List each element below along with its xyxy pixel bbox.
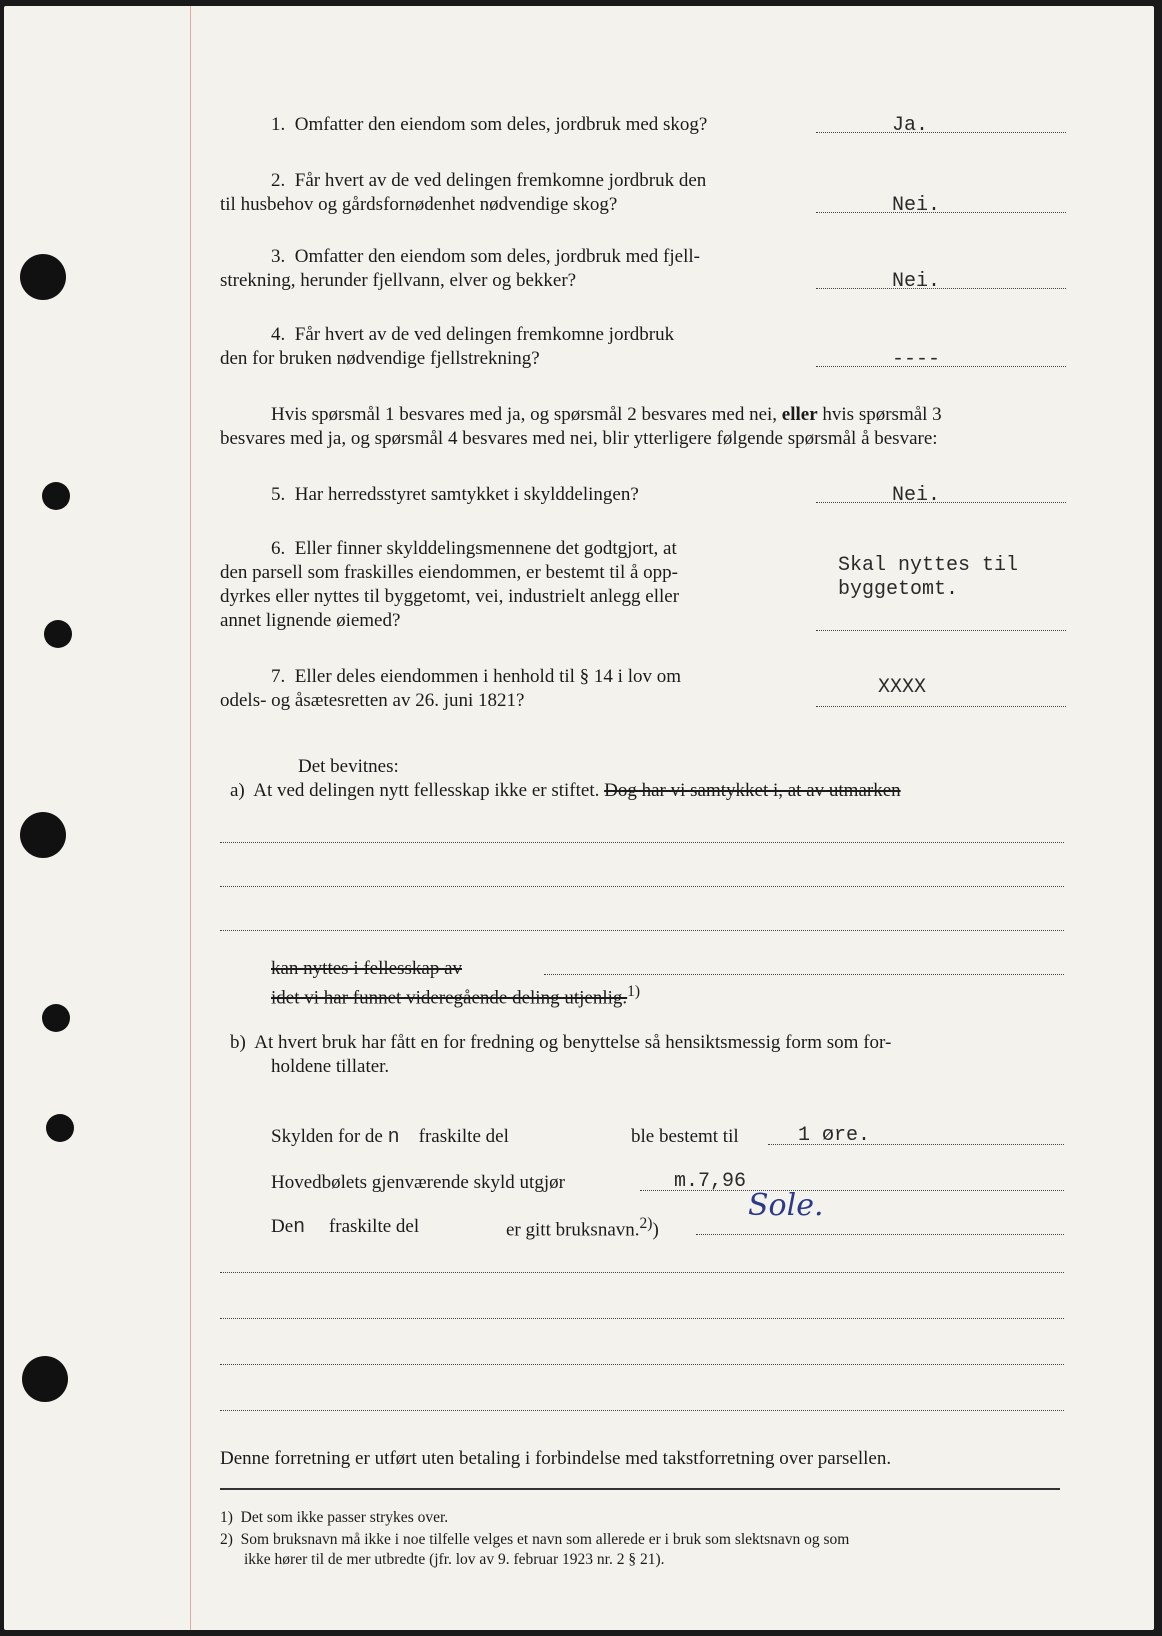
attestation-a-text: At ved delingen nytt fellesskap ikke er stiftet.	[253, 780, 600, 801]
answer-line	[816, 132, 1066, 133]
footnote-2-line2: ikke hører til de mer utbredte (jfr. lov av 9. februar 1923 nr. 2 § 21).	[244, 1551, 665, 1568]
answer-q3: Nei.	[892, 270, 941, 293]
question-text: Får hvert av de ved delingen fremkomne jordbruk	[294, 324, 675, 345]
bruksnavn-line	[271, 1214, 419, 1240]
question-2-line1	[271, 168, 706, 193]
question-4-line2: den for bruken nødvendige fjellstrekning?	[220, 348, 540, 369]
answer-line	[816, 502, 1066, 503]
form-label: er gitt bruksnavn.	[506, 1219, 640, 1241]
skyld-line	[271, 1124, 509, 1150]
question-number: 4.	[271, 324, 286, 345]
hovedbol-line: Hovedbølets gjenværende skyld utgjør	[271, 1172, 565, 1193]
footnote-mark: 2)	[220, 1531, 233, 1548]
blank-line	[544, 974, 1064, 975]
footnote-mark: 1)	[220, 1509, 233, 1526]
form-label: fraskilte del	[418, 1126, 509, 1147]
question-3-line2: strekning, herunder fjellvann, elver og bekker?	[220, 270, 577, 291]
answer-q1: Ja.	[892, 114, 929, 137]
answer-line	[696, 1234, 1064, 1235]
punch-hole	[44, 620, 72, 648]
answer-q2: Nei.	[892, 194, 941, 217]
closing-statement: Denne forretning er utført uten betaling i forbindelse med takstforretning over parsellen.	[220, 1448, 892, 1469]
condition-text: Hvis spørsmål 1 besvares med ja, og spørsmål 2 besvares med nei,	[271, 404, 778, 425]
footnote-ref: 2)	[639, 1215, 653, 1232]
question-text: Får hvert av de ved delingen fremkomne jordbruk den	[294, 170, 707, 191]
attestation-b-text: At hvert bruk har fått en for fredning og benyttelse så hensiktsmessig form som for-	[254, 1032, 892, 1053]
item-label: b)	[230, 1032, 246, 1053]
question-text: Omfatter den eiendom som deles, jordbruk med fjell-	[294, 246, 700, 267]
attestation-b-line2: holdene tillater.	[271, 1056, 390, 1077]
skyld-value: 1 øre.	[798, 1124, 871, 1147]
handwritten-bruksnavn: Sole.	[748, 1188, 824, 1223]
question-7-line1	[271, 664, 681, 689]
condition-emphasis: eller	[781, 404, 818, 425]
skyld-suffix: ble bestemt til	[631, 1126, 739, 1147]
blank-line	[220, 886, 1064, 887]
punch-hole	[20, 812, 66, 858]
struck-line-2	[271, 982, 640, 1010]
question-2-line2: til husbehov og gårdsfornødenhet nødvendige skog?	[220, 194, 618, 215]
answer-q7: XXXX	[878, 676, 927, 699]
answer-q4: ----	[892, 348, 941, 371]
footnote-ref: 1)	[627, 983, 641, 1000]
blank-line	[220, 842, 1064, 843]
blank-line	[220, 1364, 1064, 1365]
attestation-a	[230, 778, 901, 803]
margin-line	[190, 6, 191, 1630]
document-page	[4, 6, 1154, 1630]
punch-hole	[42, 482, 70, 510]
struck-line-1: kan nyttes i fellesskap av	[271, 958, 463, 979]
answer-q5: Nei.	[892, 484, 941, 507]
blank-line	[220, 1272, 1064, 1273]
punch-hole	[22, 1356, 68, 1402]
question-6-line2: den parsell som fraskilles eiendommen, er bestemt til å opp-	[220, 562, 678, 583]
condition-text: hvis spørsmål 3	[822, 404, 942, 425]
answer-line	[816, 630, 1066, 631]
question-4-line1	[271, 322, 674, 347]
question-number: 1.	[271, 114, 286, 135]
question-number: 3.	[271, 246, 286, 267]
question-number: 6.	[271, 538, 286, 559]
question-text: Eller deles eiendommen i henhold til § 14 i lov om	[294, 666, 682, 687]
answer-line	[816, 706, 1066, 707]
punch-hole	[42, 1004, 70, 1032]
condition-line1	[271, 402, 942, 427]
answer-line	[816, 212, 1066, 213]
form-label: Skylden for de	[271, 1126, 383, 1147]
punch-hole	[46, 1114, 74, 1142]
answer-q6-line2: byggetomt.	[838, 578, 959, 601]
item-label: a)	[230, 780, 245, 801]
question-number: 5.	[271, 484, 286, 505]
bruksnavn-suffix: er gitt bruksnavn.$^{2)}$)	[506, 1215, 659, 1241]
footnote-text: Som bruksnavn må ikke i noe tilfelle velges et navn som allerede er i bruk som slektsnavn og som	[240, 1531, 850, 1548]
question-text: Eller finner skylddelingsmennene det godtgjort, at	[294, 538, 677, 559]
question-6-line1	[271, 536, 677, 561]
answer-line	[816, 366, 1066, 367]
question-6-line3: dyrkes eller nyttes til byggetomt, vei, industrielt anlegg eller	[220, 586, 680, 607]
form-label: fraskilte del	[328, 1216, 420, 1237]
question-7-line2: odels- og åsætesretten av 26. juni 1821?	[220, 690, 525, 711]
condition-line2: besvares med ja, og spørsmål 4 besvares med nei, blir ytterligere følgende spørsmål å besvare:	[220, 428, 938, 449]
question-3-line1	[271, 244, 700, 269]
struck-text: idet vi har funnet videregående deling utjenlig.	[271, 987, 628, 1009]
attestation-b-line1	[230, 1030, 891, 1055]
question-6-line4: annet lignende øiemed?	[220, 610, 401, 631]
footnote-rule	[220, 1488, 1060, 1490]
footnote-text: Det som ikke passer strykes over.	[240, 1509, 449, 1526]
blank-line	[220, 1318, 1064, 1319]
typed-fill: n	[387, 1126, 400, 1149]
answer-line	[816, 288, 1066, 289]
attestation-heading: Det bevitnes:	[298, 756, 399, 777]
footnote-1	[220, 1508, 448, 1527]
hovedbol-value: m.7,96	[674, 1170, 747, 1193]
punch-hole	[20, 254, 66, 300]
question-1	[271, 112, 707, 137]
typed-fill: n	[293, 1216, 306, 1239]
question-5	[271, 482, 639, 507]
footnote-2-line1	[220, 1530, 849, 1549]
form-label: De	[271, 1216, 294, 1237]
struck-text: Dog har vi samtykket i, at av utmarken	[604, 780, 901, 801]
blank-line	[220, 930, 1064, 931]
answer-q6-line1: Skal nyttes til	[838, 554, 1019, 577]
question-number: 2.	[271, 170, 286, 191]
question-number: 7.	[271, 666, 286, 687]
blank-line	[220, 1410, 1064, 1411]
question-text: Omfatter den eiendom som deles, jordbruk med skog?	[294, 114, 708, 135]
question-text: Har herredsstyret samtykket i skylddelingen?	[294, 484, 639, 505]
